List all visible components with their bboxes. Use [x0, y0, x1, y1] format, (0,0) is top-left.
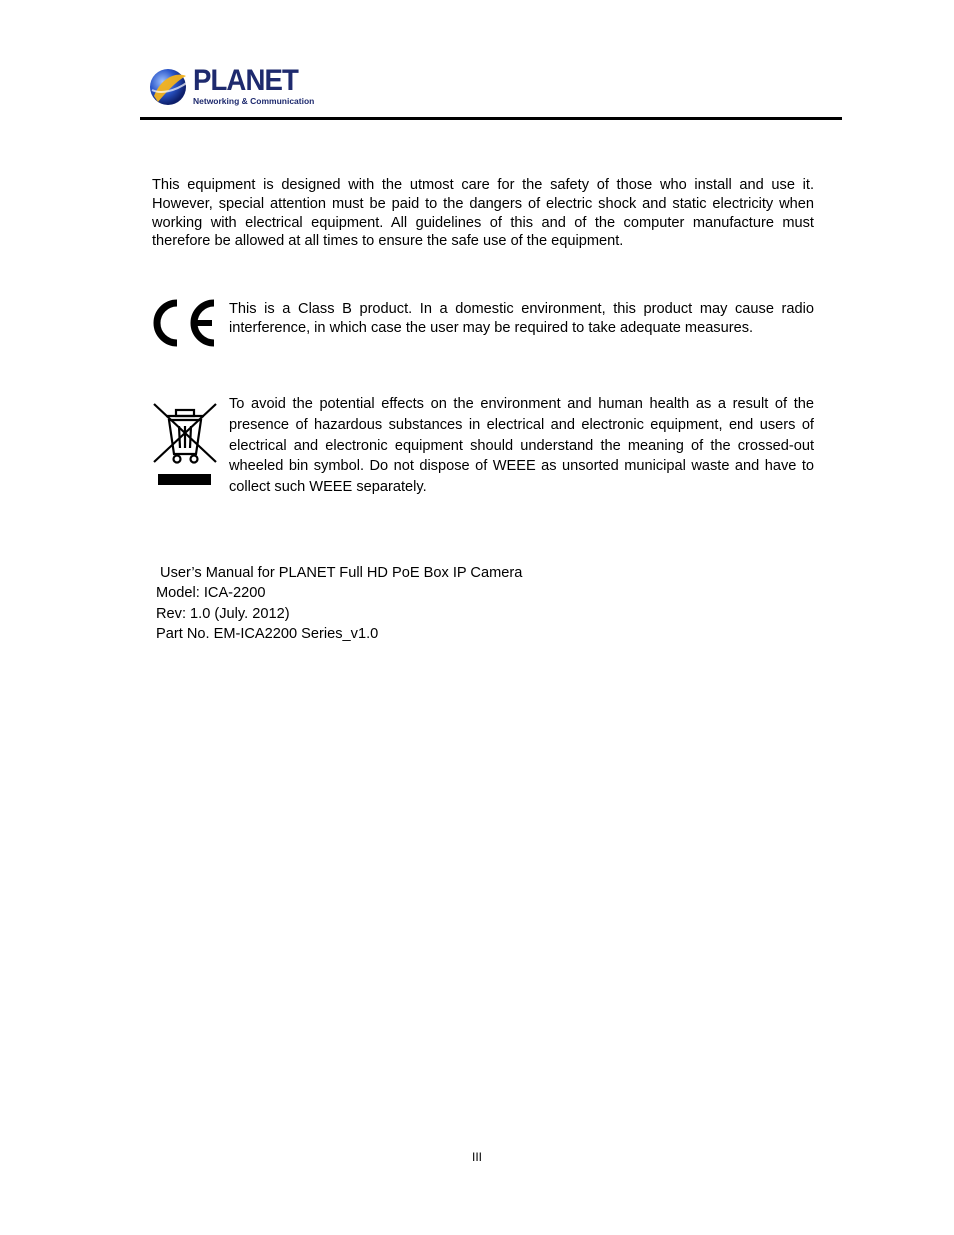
manual-part-number: Part No. EM-ICA2200 Series_v1.0	[156, 626, 379, 643]
weee-statement: To avoid the potential effects on the environment and human health as a result of the presence of hazardous substances in electrical and electronic equipment, end users of electrical and electronic equipment should understand the meaning of the crossed-out wheeled bin symbol. Do not dispose of WEEE as unsorted municipal waste and have to collect such WEEE separately.	[229, 396, 814, 496]
ce-statement: This is a Class B product. In a domestic environment, this product may cause radio interference, in which case the user may be required to take adequate measures.	[229, 301, 814, 336]
planet-logo	[148, 64, 315, 110]
header-rule	[140, 117, 842, 120]
ce-mark-icon	[148, 297, 218, 354]
manual-info	[156, 563, 522, 645]
logo-wordmark: PLANET	[193, 64, 298, 97]
crossed-out-wheeled-bin-icon	[152, 402, 218, 493]
page-number: III	[471, 1150, 482, 1164]
manual-title: User’s Manual for PLANET Full HD PoE Box IP Camera	[156, 565, 523, 581]
manual-model: Model: ICA-2200	[156, 585, 266, 602]
planet-globe-icon	[148, 66, 190, 108]
manual-revision: Rev: 1.0 (July. 2012)	[156, 605, 290, 622]
logo-tagline: Networking & Communication	[193, 96, 315, 106]
safety-paragraph: This equipment is designed with the utmost care for the safety of those who install and use it. However, special attention must be paid to the dangers of electric shock and static electricity when working with electrical equipment. All guidelines of this and of the computer manufacture must therefore be allowed at all times to ensure the safe use of the equipment.	[152, 177, 814, 250]
